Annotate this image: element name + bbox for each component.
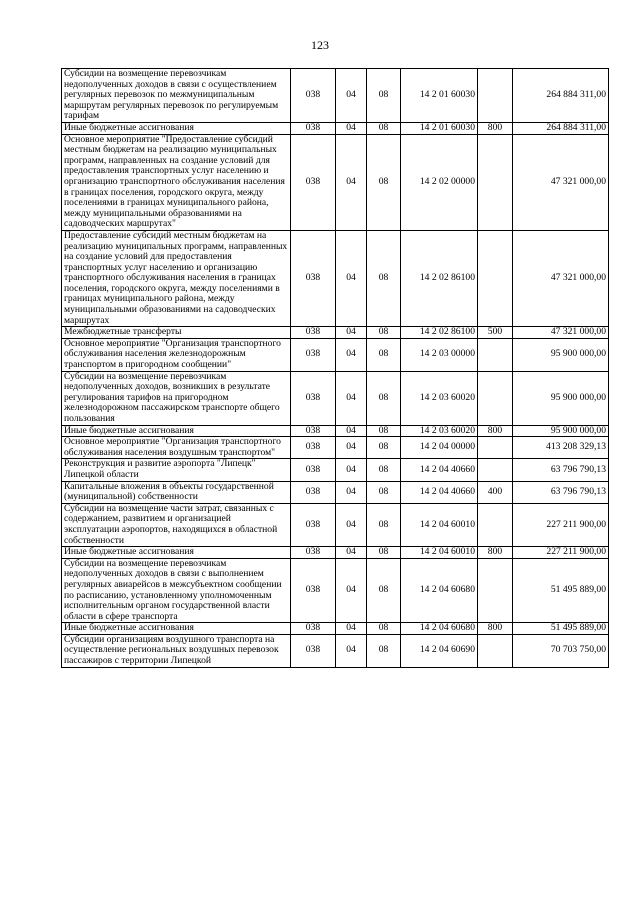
- subsection-code-cell: 08: [367, 122, 401, 134]
- amount-cell: 227 211 900,00: [513, 503, 609, 546]
- target-article-cell: 14 2 04 60690: [401, 634, 478, 667]
- section-code-cell: 04: [336, 69, 367, 123]
- section-code-cell: 04: [336, 437, 367, 459]
- section-code-cell: 04: [336, 327, 367, 339]
- row-name-cell: Иные бюджетные ассигнования: [62, 623, 291, 635]
- ministry-code-cell: 038: [291, 634, 336, 667]
- ministry-code-cell: 038: [291, 230, 336, 326]
- target-article-cell: 14 2 01 60030: [401, 122, 478, 134]
- ministry-code-cell: 038: [291, 69, 336, 123]
- target-article-cell: 14 2 04 60010: [401, 503, 478, 546]
- target-article-cell: 14 2 03 60020: [401, 425, 478, 437]
- amount-cell: 63 796 790,13: [513, 459, 609, 481]
- expense-type-cell: 800: [478, 623, 513, 635]
- subsection-code-cell: 08: [367, 437, 401, 459]
- row-name-cell: Иные бюджетные ассигнования: [62, 547, 291, 559]
- section-code-cell: 04: [336, 634, 367, 667]
- subsection-code-cell: 08: [367, 338, 401, 371]
- row-name-cell: Основное мероприятие "Организация транспортного обслуживания населения железнодорожным транспортом в пригородном сообщении": [62, 338, 291, 371]
- subsection-code-cell: 08: [367, 425, 401, 437]
- expense-type-cell: [478, 558, 513, 623]
- target-article-cell: 14 2 02 86100: [401, 327, 478, 339]
- expense-type-cell: [478, 437, 513, 459]
- expense-type-cell: 800: [478, 547, 513, 559]
- section-code-cell: 04: [336, 623, 367, 635]
- amount-cell: 413 208 329,13: [513, 437, 609, 459]
- ministry-code-cell: 038: [291, 481, 336, 503]
- target-article-cell: 14 2 04 60680: [401, 558, 478, 623]
- table-row: [62, 623, 609, 635]
- target-article-cell: 14 2 02 86100: [401, 230, 478, 326]
- row-name-cell: Реконструкция и развитие аэропорта "Липецк" Липецкой области: [62, 459, 291, 481]
- target-article-cell: 14 2 04 00000: [401, 437, 478, 459]
- expense-type-cell: [478, 134, 513, 230]
- table-row: [62, 437, 609, 459]
- expense-type-cell: 400: [478, 481, 513, 503]
- amount-cell: 47 321 000,00: [513, 134, 609, 230]
- subsection-code-cell: 08: [367, 230, 401, 326]
- target-article-cell: 14 2 04 60680: [401, 623, 478, 635]
- row-name-cell: Субсидии на возмещение части затрат, связанных с содержанием, развитием и организацией эксплуатации аэропортов, находящихся в областной собственности: [62, 503, 291, 546]
- expense-type-cell: [478, 634, 513, 667]
- amount-cell: 227 211 900,00: [513, 547, 609, 559]
- expense-type-cell: 800: [478, 425, 513, 437]
- expense-type-cell: [478, 371, 513, 425]
- table-row: [62, 371, 609, 425]
- section-code-cell: 04: [336, 547, 367, 559]
- amount-cell: 95 900 000,00: [513, 338, 609, 371]
- amount-cell: 63 796 790,13: [513, 481, 609, 503]
- section-code-cell: 04: [336, 122, 367, 134]
- target-article-cell: 14 2 01 60030: [401, 69, 478, 123]
- row-name-cell: Субсидии на возмещение перевозчикам недополученных доходов в связи с выполнением регулярных авиарейсов в межсубъектном сообщении по расписанию, установленному уполномоченным исполнительным органом государственной власти области в сфере транспорта: [62, 558, 291, 623]
- row-name-cell: Предоставление субсидий местным бюджетам на реализацию муниципальных программ, направленных на создание условий для предоставления транспортных услуг населению и организацию транспортного обслуживания населения в границах поселения, городского округа, между поселениями в границах муниципального района, между муниципальными образованиями на садоводческих маршрутах: [62, 230, 291, 326]
- ministry-code-cell: 038: [291, 437, 336, 459]
- ministry-code-cell: 038: [291, 425, 336, 437]
- ministry-code-cell: 038: [291, 134, 336, 230]
- table-row: [62, 558, 609, 623]
- ministry-code-cell: 038: [291, 503, 336, 546]
- row-name-cell: Субсидии на возмещение перевозчикам недополученных доходов в связи с осуществлением регулярных перевозок по межмуниципальным маршрутам регулярных перевозок по регулируемым тарифам: [62, 69, 291, 123]
- table-body: [62, 69, 609, 668]
- section-code-cell: 04: [336, 459, 367, 481]
- amount-cell: 47 321 000,00: [513, 327, 609, 339]
- amount-cell: 264 884 311,00: [513, 69, 609, 123]
- ministry-code-cell: 038: [291, 623, 336, 635]
- section-code-cell: 04: [336, 503, 367, 546]
- subsection-code-cell: 08: [367, 371, 401, 425]
- subsection-code-cell: 08: [367, 503, 401, 546]
- target-article-cell: 14 2 03 00000: [401, 338, 478, 371]
- row-name-cell: Основное мероприятие "Предоставление субсидий местным бюджетам на реализацию муниципальных программ, направленных на создание условий для предоставления транспортных услуг населению и организацию транспортного обслуживания населения в границах поселения, городского округа, между поселениями в границах муниципального района, между муниципальными образованиями на садоводческих маршрутах": [62, 134, 291, 230]
- target-article-cell: 14 2 04 40660: [401, 481, 478, 503]
- target-article-cell: 14 2 02 00000: [401, 134, 478, 230]
- table-row: [62, 481, 609, 503]
- amount-cell: 70 703 750,00: [513, 634, 609, 667]
- expense-type-cell: [478, 503, 513, 546]
- subsection-code-cell: 08: [367, 547, 401, 559]
- amount-cell: 95 900 000,00: [513, 371, 609, 425]
- subsection-code-cell: 08: [367, 134, 401, 230]
- ministry-code-cell: 038: [291, 338, 336, 371]
- expense-type-cell: 800: [478, 122, 513, 134]
- row-name-cell: Субсидии на возмещение перевозчикам недополученных доходов, возникших в результате регулирования тарифов на пригородном железнодорожном пассажирском транспорте общего пользования: [62, 371, 291, 425]
- row-name-cell: Основное мероприятие "Организация транспортного обслуживания населения воздушным транспортом": [62, 437, 291, 459]
- expense-type-cell: 500: [478, 327, 513, 339]
- section-code-cell: 04: [336, 338, 367, 371]
- amount-cell: 264 884 311,00: [513, 122, 609, 134]
- subsection-code-cell: 08: [367, 459, 401, 481]
- row-name-cell: Иные бюджетные ассигнования: [62, 425, 291, 437]
- expense-type-cell: [478, 230, 513, 326]
- subsection-code-cell: 08: [367, 623, 401, 635]
- amount-cell: 51 495 889,00: [513, 623, 609, 635]
- section-code-cell: 04: [336, 481, 367, 503]
- section-code-cell: 04: [336, 371, 367, 425]
- ministry-code-cell: 038: [291, 558, 336, 623]
- table-row: [62, 327, 609, 339]
- subsection-code-cell: 08: [367, 558, 401, 623]
- target-article-cell: 14 2 04 60010: [401, 547, 478, 559]
- section-code-cell: 04: [336, 425, 367, 437]
- table-row: [62, 547, 609, 559]
- table-row: [62, 230, 609, 326]
- table-row: [62, 425, 609, 437]
- budget-table: [61, 68, 609, 668]
- table-row: [62, 459, 609, 481]
- table-row: [62, 634, 609, 667]
- target-article-cell: 14 2 03 60020: [401, 371, 478, 425]
- row-name-cell: Субсидии организациям воздушного транспорта на осуществление региональных воздушных перевозок пассажиров с территории Липецкой: [62, 634, 291, 667]
- table-row: [62, 503, 609, 546]
- section-code-cell: 04: [336, 134, 367, 230]
- target-article-cell: 14 2 04 40660: [401, 459, 478, 481]
- expense-type-cell: [478, 338, 513, 371]
- page-number: 123: [311, 38, 329, 52]
- expense-type-cell: [478, 69, 513, 123]
- ministry-code-cell: 038: [291, 459, 336, 481]
- table-row: [62, 69, 609, 123]
- ministry-code-cell: 038: [291, 327, 336, 339]
- amount-cell: 95 900 000,00: [513, 425, 609, 437]
- expense-type-cell: [478, 459, 513, 481]
- subsection-code-cell: 08: [367, 69, 401, 123]
- ministry-code-cell: 038: [291, 371, 336, 425]
- ministry-code-cell: 038: [291, 122, 336, 134]
- table-row: [62, 134, 609, 230]
- ministry-code-cell: 038: [291, 547, 336, 559]
- subsection-code-cell: 08: [367, 634, 401, 667]
- row-name-cell: Межбюджетные трансферты: [62, 327, 291, 339]
- table-row: [62, 338, 609, 371]
- section-code-cell: 04: [336, 230, 367, 326]
- amount-cell: 51 495 889,00: [513, 558, 609, 623]
- subsection-code-cell: 08: [367, 481, 401, 503]
- amount-cell: 47 321 000,00: [513, 230, 609, 326]
- subsection-code-cell: 08: [367, 327, 401, 339]
- table-row: [62, 122, 609, 134]
- row-name-cell: Иные бюджетные ассигнования: [62, 122, 291, 134]
- row-name-cell: Капитальные вложения в объекты государственной (муниципальной) собственности: [62, 481, 291, 503]
- section-code-cell: 04: [336, 558, 367, 623]
